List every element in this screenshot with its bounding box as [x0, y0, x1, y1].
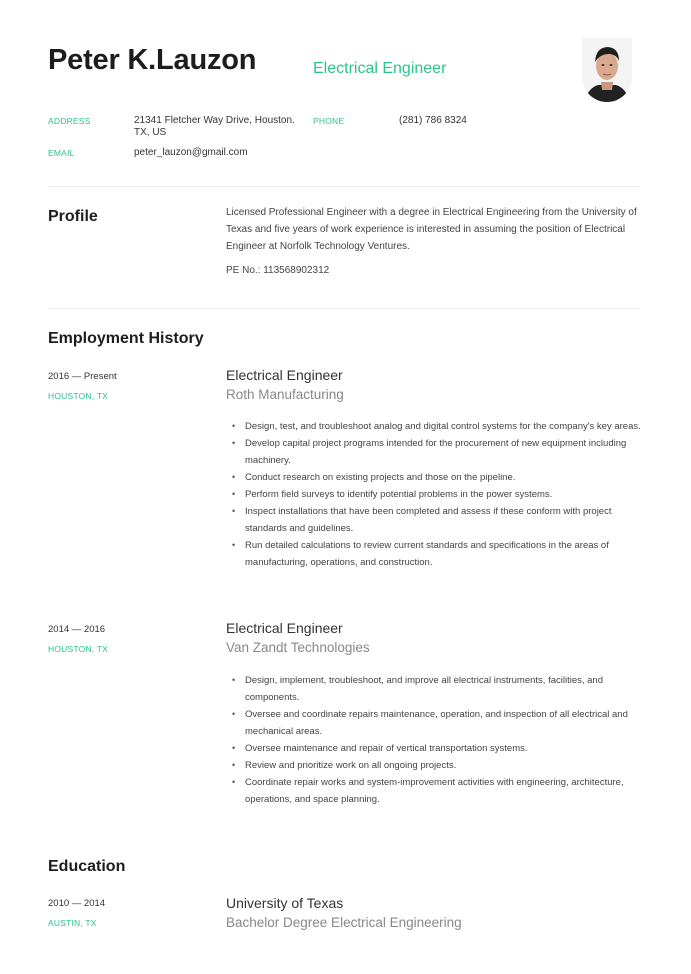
address-line1: 21341 Fletcher Way Drive, Houston.: [134, 115, 295, 126]
job-title: Electrical Engineer: [313, 60, 447, 77]
job-dates: 2016 — Present: [48, 371, 117, 382]
profile-line: Texas and five years of work experience is interested in assuming the position of Electrical: [226, 224, 626, 235]
profile-line: Licensed Professional Engineer with a degree in Electrical Engineering from the University of: [226, 207, 637, 218]
job-dates: 2014 — 2016: [48, 624, 106, 635]
job-duties-list: [230, 418, 644, 571]
phone-value: (281) 786 8324: [399, 115, 467, 126]
section-heading-profile: Profile: [48, 208, 98, 225]
list-item: • Oversee maintenance and repair of vertical transportation systems.: [230, 740, 644, 757]
list-item: • Review and prioritize work on all ongoing projects.: [230, 757, 644, 774]
list-item: • Design, implement, troubleshoot, and improve all electrical instruments, facilities, and components.: [230, 672, 644, 706]
job-title-entry: Electrical Engineer: [226, 367, 343, 383]
education-location: AUSTIN, TX: [48, 918, 97, 928]
list-item: • Inspect installations that have been completed and assess if these conform with project standards and guidelines.: [230, 503, 644, 537]
job-duties-list: [230, 672, 644, 808]
candidate-name: Peter K.Lauzon: [48, 44, 257, 76]
address-line2: TX, US: [134, 127, 167, 138]
list-item: • Perform field surveys to identify potential problems in the power systems.: [230, 486, 644, 503]
company-name: Van Zandt Technologies: [226, 640, 370, 655]
job-title-entry: Electrical Engineer: [226, 620, 343, 636]
school-name: University of Texas: [226, 895, 344, 911]
profile-line: Engineer at Norfolk Technology Ventures.: [226, 241, 410, 252]
list-item: • Oversee and coordinate repairs maintenance, operation, and inspection of all electrical and mechanical areas.: [230, 706, 644, 740]
list-item: • Conduct research on existing projects and those on the pipeline.: [230, 469, 644, 486]
profile-photo: [582, 38, 632, 102]
section-heading-education: Education: [48, 858, 126, 875]
job-location: HOUSTON, TX: [48, 391, 108, 401]
profile-summary: [226, 204, 646, 255]
email-label: EMAIL: [48, 148, 75, 158]
email-value: peter_lauzon@gmail.com: [134, 147, 248, 158]
list-item: • Coordinate repair works and system-improvement activities with engineering, architecture, operations, and space planning.: [230, 774, 644, 808]
list-item: • Develop capital project programs intended for the procurement of new equipment including machinery.: [230, 435, 644, 469]
degree-name: Bachelor Degree Electrical Engineering: [226, 915, 462, 930]
job-location: HOUSTON, TX: [48, 644, 108, 654]
education-dates: 2010 — 2014: [48, 898, 106, 909]
divider: [48, 308, 640, 309]
list-item: • Design, test, and troubleshoot analog and digital control systems for the company's key areas.: [230, 418, 644, 435]
list-item: • Run detailed calculations to review current standards and specifications in the areas of manufacturing, operations, and construction.: [230, 537, 644, 571]
phone-label: PHONE: [313, 116, 345, 126]
address-label: ADDRESS: [48, 116, 91, 126]
company-name: Roth Manufacturing: [226, 387, 344, 402]
divider: [48, 186, 640, 187]
section-heading-employment: Employment History: [48, 330, 204, 347]
pe-number: PE No.: 113568902312: [226, 265, 330, 276]
